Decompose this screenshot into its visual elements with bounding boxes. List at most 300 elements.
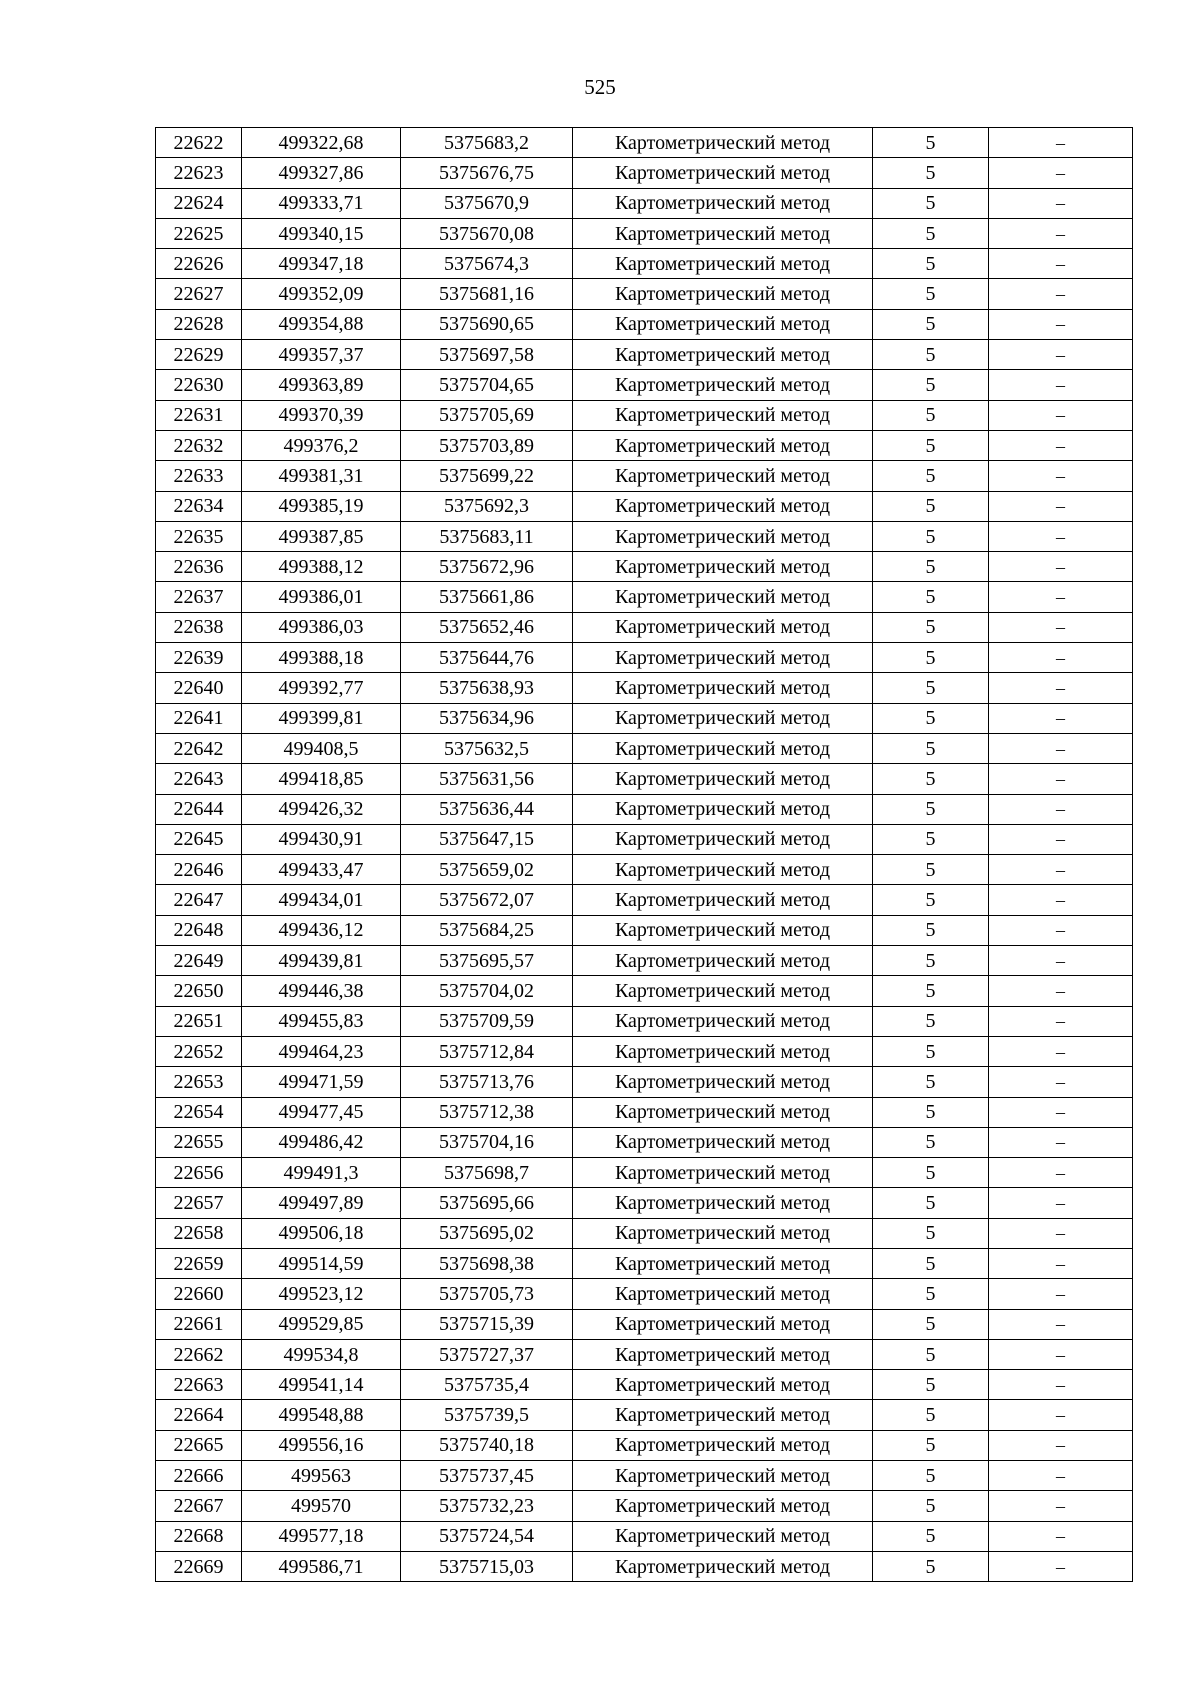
y-coordinate-cell: 5375674,3 [401,249,573,279]
point-number-cell: 22639 [156,643,242,673]
method-cell: Картометрический метод [573,946,873,976]
accuracy-cell: 5 [873,430,989,460]
table-row [156,643,1133,673]
point-number-cell: 22663 [156,1370,242,1400]
note-cell: – [989,885,1133,915]
table-row [156,1309,1133,1339]
method-cell: Картометрический метод [573,430,873,460]
y-coordinate-cell: 5375636,44 [401,794,573,824]
accuracy-cell: 5 [873,1339,989,1369]
note-cell: – [989,1188,1133,1218]
point-number-cell: 22629 [156,340,242,370]
table-row [156,340,1133,370]
note-cell: – [989,612,1133,642]
note-cell: – [989,1067,1133,1097]
method-cell: Картометрический метод [573,491,873,521]
method-cell: Картометрический метод [573,1158,873,1188]
y-coordinate-cell: 5375705,73 [401,1279,573,1309]
note-cell: – [989,1097,1133,1127]
x-coordinate-cell: 499387,85 [242,521,401,551]
y-coordinate-cell: 5375713,76 [401,1067,573,1097]
point-number-cell: 22647 [156,885,242,915]
y-coordinate-cell: 5375704,16 [401,1127,573,1157]
y-coordinate-cell: 5375683,2 [401,128,573,158]
x-coordinate-cell: 499340,15 [242,218,401,248]
table-row [156,370,1133,400]
note-cell: – [989,400,1133,430]
accuracy-cell: 5 [873,552,989,582]
method-cell: Картометрический метод [573,703,873,733]
point-number-cell: 22623 [156,158,242,188]
point-number-cell: 22638 [156,612,242,642]
accuracy-cell: 5 [873,521,989,551]
table-row [156,1127,1133,1157]
y-coordinate-cell: 5375692,3 [401,491,573,521]
point-number-cell: 22645 [156,824,242,854]
table-row [156,1339,1133,1369]
note-cell: – [989,279,1133,309]
y-coordinate-cell: 5375712,84 [401,1036,573,1066]
point-number-cell: 22656 [156,1158,242,1188]
accuracy-cell: 5 [873,946,989,976]
table-row [156,794,1133,824]
y-coordinate-cell: 5375724,54 [401,1521,573,1551]
x-coordinate-cell: 499514,59 [242,1248,401,1278]
table-row [156,703,1133,733]
accuracy-cell: 5 [873,824,989,854]
y-coordinate-cell: 5375705,69 [401,400,573,430]
method-cell: Картометрический метод [573,158,873,188]
method-cell: Картометрический метод [573,733,873,763]
x-coordinate-cell: 499529,85 [242,1309,401,1339]
table-row [156,249,1133,279]
note-cell: – [989,249,1133,279]
accuracy-cell: 5 [873,794,989,824]
table-row [156,733,1133,763]
table-row [156,1430,1133,1460]
y-coordinate-cell: 5375715,03 [401,1551,573,1581]
y-coordinate-cell: 5375644,76 [401,643,573,673]
x-coordinate-cell: 499534,8 [242,1339,401,1369]
note-cell: – [989,1248,1133,1278]
accuracy-cell: 5 [873,1309,989,1339]
note-cell: – [989,552,1133,582]
point-number-cell: 22642 [156,733,242,763]
accuracy-cell: 5 [873,279,989,309]
y-coordinate-cell: 5375659,02 [401,855,573,885]
note-cell: – [989,673,1133,703]
y-coordinate-cell: 5375698,7 [401,1158,573,1188]
y-coordinate-cell: 5375684,25 [401,915,573,945]
table-row [156,673,1133,703]
point-number-cell: 22669 [156,1551,242,1581]
x-coordinate-cell: 499347,18 [242,249,401,279]
method-cell: Картометрический метод [573,128,873,158]
note-cell: – [989,915,1133,945]
x-coordinate-cell: 499563 [242,1461,401,1491]
note-cell: – [989,1551,1133,1581]
table-row [156,279,1133,309]
point-number-cell: 22652 [156,1036,242,1066]
table-row [156,158,1133,188]
point-number-cell: 22641 [156,703,242,733]
accuracy-cell: 5 [873,1218,989,1248]
x-coordinate-cell: 499430,91 [242,824,401,854]
point-number-cell: 22654 [156,1097,242,1127]
accuracy-cell: 5 [873,885,989,915]
table-row [156,915,1133,945]
point-number-cell: 22660 [156,1279,242,1309]
accuracy-cell: 5 [873,218,989,248]
y-coordinate-cell: 5375672,96 [401,552,573,582]
x-coordinate-cell: 499455,83 [242,1006,401,1036]
x-coordinate-cell: 499357,37 [242,340,401,370]
table-row [156,400,1133,430]
table-row [156,1097,1133,1127]
point-number-cell: 22648 [156,915,242,945]
method-cell: Картометрический метод [573,1491,873,1521]
note-cell: – [989,855,1133,885]
method-cell: Картометрический метод [573,1188,873,1218]
method-cell: Картометрический метод [573,1309,873,1339]
method-cell: Картометрический метод [573,643,873,673]
note-cell: – [989,794,1133,824]
table-row [156,1158,1133,1188]
point-number-cell: 22631 [156,400,242,430]
method-cell: Картометрический метод [573,552,873,582]
method-cell: Картометрический метод [573,824,873,854]
point-number-cell: 22668 [156,1521,242,1551]
y-coordinate-cell: 5375681,16 [401,279,573,309]
y-coordinate-cell: 5375703,89 [401,430,573,460]
method-cell: Картометрический метод [573,1461,873,1491]
point-number-cell: 22626 [156,249,242,279]
y-coordinate-cell: 5375661,86 [401,582,573,612]
y-coordinate-cell: 5375737,45 [401,1461,573,1491]
accuracy-cell: 5 [873,1036,989,1066]
x-coordinate-cell: 499352,09 [242,279,401,309]
x-coordinate-cell: 499322,68 [242,128,401,158]
accuracy-cell: 5 [873,643,989,673]
note-cell: – [989,521,1133,551]
accuracy-cell: 5 [873,1188,989,1218]
x-coordinate-cell: 499399,81 [242,703,401,733]
note-cell: – [989,491,1133,521]
table-row [156,976,1133,1006]
note-cell: – [989,461,1133,491]
y-coordinate-cell: 5375652,46 [401,612,573,642]
accuracy-cell: 5 [873,733,989,763]
method-cell: Картометрический метод [573,521,873,551]
x-coordinate-cell: 499446,38 [242,976,401,1006]
x-coordinate-cell: 499354,88 [242,309,401,339]
accuracy-cell: 5 [873,1461,989,1491]
y-coordinate-cell: 5375732,23 [401,1491,573,1521]
y-coordinate-cell: 5375683,11 [401,521,573,551]
table-row [156,582,1133,612]
accuracy-cell: 5 [873,764,989,794]
table-row [156,1279,1133,1309]
note-cell: – [989,1158,1133,1188]
table-row [156,1006,1133,1036]
accuracy-cell: 5 [873,1551,989,1581]
y-coordinate-cell: 5375697,58 [401,340,573,370]
x-coordinate-cell: 499477,45 [242,1097,401,1127]
method-cell: Картометрический метод [573,1430,873,1460]
method-cell: Картометрический метод [573,794,873,824]
x-coordinate-cell: 499436,12 [242,915,401,945]
point-number-cell: 22666 [156,1461,242,1491]
point-number-cell: 22649 [156,946,242,976]
note-cell: – [989,1218,1133,1248]
x-coordinate-cell: 499548,88 [242,1400,401,1430]
note-cell: – [989,158,1133,188]
table-row [156,461,1133,491]
note-cell: – [989,128,1133,158]
accuracy-cell: 5 [873,915,989,945]
y-coordinate-cell: 5375740,18 [401,1430,573,1460]
accuracy-cell: 5 [873,400,989,430]
note-cell: – [989,188,1133,218]
y-coordinate-cell: 5375670,9 [401,188,573,218]
note-cell: – [989,1309,1133,1339]
table-row [156,612,1133,642]
table-row [156,1461,1133,1491]
x-coordinate-cell: 499471,59 [242,1067,401,1097]
y-coordinate-cell: 5375632,5 [401,733,573,763]
note-cell: – [989,946,1133,976]
accuracy-cell: 5 [873,1400,989,1430]
note-cell: – [989,1521,1133,1551]
accuracy-cell: 5 [873,158,989,188]
table-row [156,1400,1133,1430]
x-coordinate-cell: 499388,12 [242,552,401,582]
table-row [156,946,1133,976]
note-cell: – [989,1400,1133,1430]
y-coordinate-cell: 5375712,38 [401,1097,573,1127]
x-coordinate-cell: 499388,18 [242,643,401,673]
x-coordinate-cell: 499376,2 [242,430,401,460]
y-coordinate-cell: 5375672,07 [401,885,573,915]
accuracy-cell: 5 [873,673,989,703]
y-coordinate-cell: 5375715,39 [401,1309,573,1339]
note-cell: – [989,370,1133,400]
point-number-cell: 22643 [156,764,242,794]
y-coordinate-cell: 5375670,08 [401,218,573,248]
method-cell: Картометрический метод [573,461,873,491]
table-row [156,764,1133,794]
point-number-cell: 22634 [156,491,242,521]
method-cell: Картометрический метод [573,1218,873,1248]
table-row [156,1218,1133,1248]
accuracy-cell: 5 [873,976,989,1006]
table-row [156,188,1133,218]
coordinates-table-body [156,128,1133,1582]
note-cell: – [989,218,1133,248]
method-cell: Картометрический метод [573,188,873,218]
note-cell: – [989,1127,1133,1157]
x-coordinate-cell: 499570 [242,1491,401,1521]
table-row [156,521,1133,551]
note-cell: – [989,1339,1133,1369]
accuracy-cell: 5 [873,1006,989,1036]
accuracy-cell: 5 [873,1158,989,1188]
method-cell: Картометрический метод [573,1370,873,1400]
table-row [156,1521,1133,1551]
accuracy-cell: 5 [873,855,989,885]
method-cell: Картометрический метод [573,370,873,400]
y-coordinate-cell: 5375735,4 [401,1370,573,1400]
method-cell: Картометрический метод [573,1006,873,1036]
table-row [156,128,1133,158]
point-number-cell: 22637 [156,582,242,612]
accuracy-cell: 5 [873,612,989,642]
x-coordinate-cell: 499434,01 [242,885,401,915]
x-coordinate-cell: 499363,89 [242,370,401,400]
note-cell: – [989,582,1133,612]
point-number-cell: 22664 [156,1400,242,1430]
method-cell: Картометрический метод [573,1339,873,1369]
y-coordinate-cell: 5375727,37 [401,1339,573,1369]
coordinates-table [155,127,1133,1582]
point-number-cell: 22646 [156,855,242,885]
accuracy-cell: 5 [873,188,989,218]
x-coordinate-cell: 499408,5 [242,733,401,763]
y-coordinate-cell: 5375695,57 [401,946,573,976]
note-cell: – [989,1370,1133,1400]
point-number-cell: 22662 [156,1339,242,1369]
point-number-cell: 22635 [156,521,242,551]
y-coordinate-cell: 5375698,38 [401,1248,573,1278]
point-number-cell: 22658 [156,1218,242,1248]
table-row [156,1551,1133,1581]
method-cell: Картометрический метод [573,1127,873,1157]
accuracy-cell: 5 [873,370,989,400]
method-cell: Картометрический метод [573,915,873,945]
x-coordinate-cell: 499418,85 [242,764,401,794]
method-cell: Картометрический метод [573,582,873,612]
note-cell: – [989,309,1133,339]
note-cell: – [989,1006,1133,1036]
method-cell: Картометрический метод [573,279,873,309]
y-coordinate-cell: 5375695,02 [401,1218,573,1248]
point-number-cell: 22659 [156,1248,242,1278]
method-cell: Картометрический метод [573,885,873,915]
method-cell: Картометрический метод [573,612,873,642]
accuracy-cell: 5 [873,249,989,279]
x-coordinate-cell: 499586,71 [242,1551,401,1581]
y-coordinate-cell: 5375695,66 [401,1188,573,1218]
accuracy-cell: 5 [873,491,989,521]
accuracy-cell: 5 [873,1491,989,1521]
note-cell: – [989,1036,1133,1066]
accuracy-cell: 5 [873,1430,989,1460]
x-coordinate-cell: 499426,32 [242,794,401,824]
method-cell: Картометрический метод [573,1551,873,1581]
note-cell: – [989,1279,1133,1309]
table-row [156,1370,1133,1400]
note-cell: – [989,976,1133,1006]
x-coordinate-cell: 499486,42 [242,1127,401,1157]
table-row [156,1188,1133,1218]
x-coordinate-cell: 499333,71 [242,188,401,218]
x-coordinate-cell: 499433,47 [242,855,401,885]
accuracy-cell: 5 [873,1279,989,1309]
x-coordinate-cell: 499541,14 [242,1370,401,1400]
method-cell: Картометрический метод [573,1248,873,1278]
table-row [156,309,1133,339]
x-coordinate-cell: 499327,86 [242,158,401,188]
point-number-cell: 22651 [156,1006,242,1036]
method-cell: Картометрический метод [573,1097,873,1127]
y-coordinate-cell: 5375704,02 [401,976,573,1006]
table-row [156,1248,1133,1278]
accuracy-cell: 5 [873,1067,989,1097]
method-cell: Картометрический метод [573,1521,873,1551]
note-cell: – [989,1430,1133,1460]
note-cell: – [989,764,1133,794]
x-coordinate-cell: 499556,16 [242,1430,401,1460]
method-cell: Картометрический метод [573,976,873,1006]
x-coordinate-cell: 499385,19 [242,491,401,521]
accuracy-cell: 5 [873,309,989,339]
x-coordinate-cell: 499386,03 [242,612,401,642]
y-coordinate-cell: 5375690,65 [401,309,573,339]
y-coordinate-cell: 5375631,56 [401,764,573,794]
accuracy-cell: 5 [873,128,989,158]
point-number-cell: 22628 [156,309,242,339]
method-cell: Картометрический метод [573,340,873,370]
y-coordinate-cell: 5375676,75 [401,158,573,188]
page-number: 525 [584,75,616,99]
table-row [156,1491,1133,1521]
table-row [156,1036,1133,1066]
point-number-cell: 22655 [156,1127,242,1157]
accuracy-cell: 5 [873,1248,989,1278]
note-cell: – [989,1461,1133,1491]
note-cell: – [989,824,1133,854]
table-row [156,430,1133,460]
y-coordinate-cell: 5375739,5 [401,1400,573,1430]
x-coordinate-cell: 499523,12 [242,1279,401,1309]
point-number-cell: 22633 [156,461,242,491]
y-coordinate-cell: 5375634,96 [401,703,573,733]
y-coordinate-cell: 5375638,93 [401,673,573,703]
y-coordinate-cell: 5375699,22 [401,461,573,491]
x-coordinate-cell: 499392,77 [242,673,401,703]
table-row [156,552,1133,582]
accuracy-cell: 5 [873,1127,989,1157]
note-cell: – [989,340,1133,370]
point-number-cell: 22630 [156,370,242,400]
method-cell: Картометрический метод [573,1067,873,1097]
point-number-cell: 22644 [156,794,242,824]
x-coordinate-cell: 499381,31 [242,461,401,491]
note-cell: – [989,430,1133,460]
note-cell: – [989,643,1133,673]
table-row [156,1067,1133,1097]
point-number-cell: 22624 [156,188,242,218]
accuracy-cell: 5 [873,582,989,612]
table-row [156,885,1133,915]
accuracy-cell: 5 [873,1521,989,1551]
x-coordinate-cell: 499491,3 [242,1158,401,1188]
x-coordinate-cell: 499370,39 [242,400,401,430]
point-number-cell: 22640 [156,673,242,703]
x-coordinate-cell: 499577,18 [242,1521,401,1551]
method-cell: Картометрический метод [573,249,873,279]
accuracy-cell: 5 [873,1370,989,1400]
